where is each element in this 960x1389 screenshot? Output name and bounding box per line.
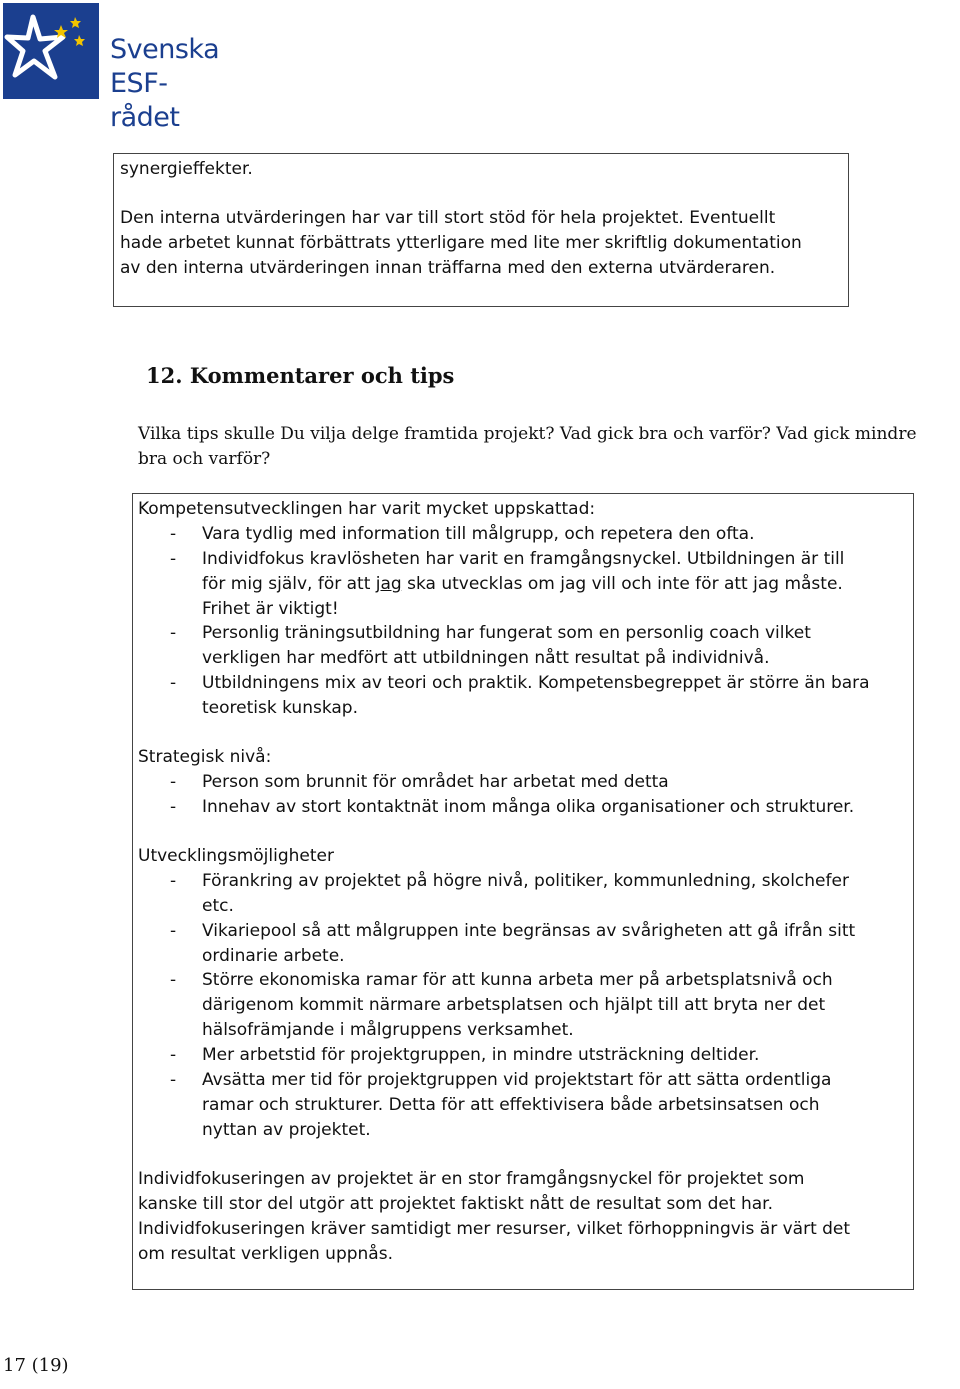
- section-question: Vilka tips skulle Du vilja delge framtida projekt? Vad gick bra och varför? Vad gick mindre bra och varför?: [138, 424, 917, 469]
- box1-line: synergieffekter.: [120, 159, 253, 179]
- list-item-continued: nyttan av projektet.: [202, 1120, 371, 1140]
- text-run: ska utvecklas om jag vill och inte för att jag måste.: [401, 574, 843, 594]
- bullet-dash: -: [170, 970, 177, 990]
- list-item: Vikariepool så att målgruppen inte begränsas av svårigheten att gå ifrån sitt: [202, 921, 856, 941]
- page-number: 17 (19): [3, 1355, 69, 1376]
- kompetens-heading: Kompetensutvecklingen har varit mycket uppskattad:: [138, 499, 596, 519]
- underlined-word: jag: [375, 574, 402, 594]
- bullet-dash: -: [170, 871, 177, 891]
- bullet-dash: -: [170, 623, 177, 643]
- logo-line-2: ESF-rådet: [110, 68, 180, 133]
- bullet-dash: -: [170, 524, 177, 544]
- list-item-continued: därigenom kommit närmare arbetsplatsen och hjälpt till att bryta ner det: [202, 995, 826, 1015]
- list-item-continued: Frihet är viktigt!: [202, 599, 339, 619]
- bullet-dash: -: [170, 797, 177, 817]
- strategisk-heading: Strategisk nivå:: [138, 747, 272, 767]
- bullet-dash: -: [170, 772, 177, 792]
- list-item: Person som brunnit för området har arbetat med detta: [202, 772, 669, 792]
- list-item: Vara tydlig med information till målgrupp, och repetera den ofta.: [202, 524, 755, 544]
- list-item-continued: [202, 572, 843, 597]
- logo-emblem: [3, 3, 99, 99]
- list-item: Individfokus kravlösheten har varit en framgångsnyckel. Utbildningen är till: [202, 549, 845, 569]
- box1-line: hade arbetet kunnat förbättrats ytterligare med lite mer skriftlig dokumentation: [120, 233, 802, 253]
- utveckling-heading: Utvecklingsmöjligheter: [138, 846, 334, 866]
- list-item: Innehav av stort kontaktnät inom många olika organisationer och strukturer.: [202, 797, 855, 817]
- bullet-dash: -: [170, 1070, 177, 1090]
- esf-logo: [3, 3, 235, 133]
- list-item: Avsätta mer tid för projektgruppen vid projektstart för att sätta ordentliga: [202, 1070, 832, 1090]
- text-run: för mig själv, för att: [202, 574, 376, 594]
- list-item-continued: ordinarie arbete.: [202, 946, 345, 966]
- closing-line: kanske till stor del utgör att projektet faktiskt nått de resultat som det har.: [138, 1194, 773, 1214]
- logo-wordmark: [110, 33, 235, 135]
- closing-line: Individfokuseringen av projektet är en stor framgångsnyckel för projektet som: [138, 1169, 805, 1189]
- closing-line: om resultat verkligen uppnås.: [138, 1244, 393, 1264]
- list-item-continued: teoretisk kunskap.: [202, 698, 358, 718]
- star-icon: [3, 3, 99, 99]
- logo-line-1: Svenska: [110, 34, 220, 65]
- box1-line: Den interna utvärderingen har var till stort stöd för hela projektet. Eventuellt: [120, 208, 776, 228]
- bullet-dash: -: [170, 921, 177, 941]
- closing-line: Individfokuseringen kräver samtidigt mer resurser, vilket förhoppningvis är värt det: [138, 1219, 851, 1239]
- list-item: Personlig träningsutbildning har fungerat som en personlig coach vilket: [202, 623, 811, 643]
- list-item-continued: etc.: [202, 896, 234, 916]
- box1-line: av den interna utvärderingen innan träffarna med den externa utvärderaren.: [120, 258, 776, 278]
- section-heading: 12. Kommentarer och tips: [146, 363, 455, 388]
- bullet-dash: -: [170, 549, 177, 569]
- list-item-continued: ramar och strukturer. Detta för att effektivisera både arbetsinsatsen och: [202, 1095, 820, 1115]
- bullet-dash: -: [170, 1045, 177, 1065]
- list-item-continued: verkligen har medfört att utbildningen nått resultat på individnivå.: [202, 648, 770, 668]
- list-item: Förankring av projektet på högre nivå, politiker, kommunledning, skolchefer: [202, 871, 849, 891]
- bullet-dash: -: [170, 673, 177, 693]
- list-item: Mer arbetstid för projektgruppen, in mindre utsträckning deltider.: [202, 1045, 760, 1065]
- list-item-continued: hälsofrämjande i målgruppens verksamhet.: [202, 1020, 574, 1040]
- list-item: Större ekonomiska ramar för att kunna arbeta mer på arbetsplatsnivå och: [202, 970, 833, 990]
- list-item: Utbildningens mix av teori och praktik. Kompetensbegreppet är större än bara: [202, 673, 870, 693]
